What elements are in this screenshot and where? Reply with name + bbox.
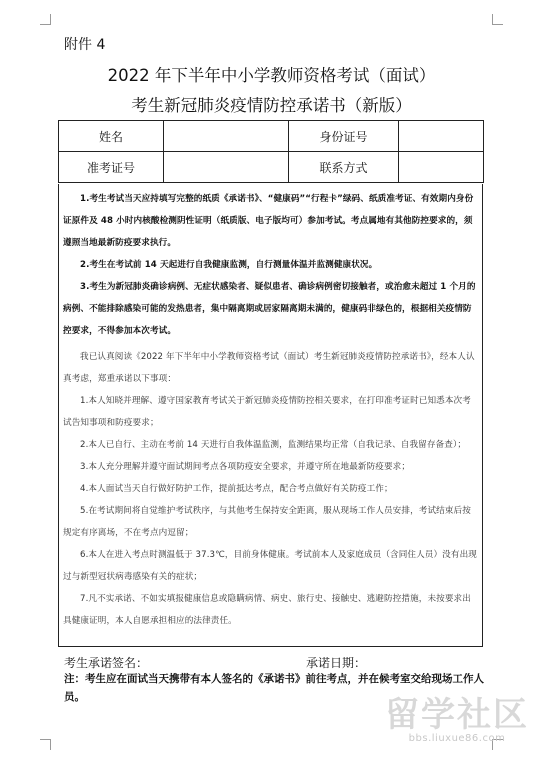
admission-ticket-field[interactable] <box>164 152 289 183</box>
pledge-section <box>63 346 478 632</box>
contact-label: 联系方式 <box>289 152 399 183</box>
pledge-item: 7.凡不实承诺、不如实填报健康信息或隐瞒病情、病史、旅行史、接触史、逃避防控措施，未按要求出具健康证明，本人自愿承担相应的法律责任。 <box>63 594 471 626</box>
document-title: 2022 年下半年中小学教师资格考试（面试） <box>107 66 436 85</box>
page-corner-mark <box>492 14 503 25</box>
page-corner-mark <box>40 739 51 750</box>
name-field[interactable] <box>164 121 289 152</box>
watermark <box>385 697 529 744</box>
id-number-field[interactable] <box>399 121 484 152</box>
watermark-logo: 留学社区 <box>385 695 529 735</box>
name-label: 姓名 <box>59 121 164 152</box>
page-corner-mark <box>40 14 51 25</box>
watermark-url: bbs.liuxue86.com <box>408 733 506 744</box>
notice-item-3: 3.考生为新冠肺炎确诊病例、无症状感染者、疑似患者、确诊病例密切接触者，或治愈未超过 1 个月的病例、不能排除感染可能的发热患者，集中隔离期或居家隔离期未满的，健康码非绿色的，根据相关疫情防控要求，不得参加本次考试。 <box>63 282 476 336</box>
footnote: 注：考生应在面试当天携带有本人签名的《承诺书》前往考点，并在候考室交给现场工作人员。 <box>64 673 484 703</box>
pledge-item: 1.本人知晓并理解、遵守国家教育考试关于新冠肺炎疫情防控相关要求，在打印准考证时已知悉本次考试告知事项和防疫要求； <box>63 396 471 428</box>
pledge-intro: 我已认真阅读《2022 年下半年中小学教师资格考试（面试）考生新冠肺炎疫情防控承诺书》，经本人认真考虑，郑重承诺以下事项： <box>63 352 475 384</box>
pledge-content-box <box>58 184 483 647</box>
id-number-label: 身份证号 <box>289 121 399 152</box>
document-subtitle: 考生新冠肺炎疫情防控承诺书（新版） <box>131 96 412 115</box>
signature-label: 考生承诺签名： <box>64 656 149 670</box>
contact-field[interactable] <box>399 152 484 183</box>
pledge-item: 5.在考试期间将自觉维护考试秩序，与其他考生保持安全距离，服从现场工作人员安排，考试结束后按规定有序离场，不在考点内逗留； <box>63 506 471 538</box>
admission-ticket-label: 准考证号 <box>59 152 164 183</box>
pledge-item: 2.本人已自行、主动在考前 14 天进行自我体温监测，监测结果均正常（自我记录、自我留存备查）； <box>80 440 467 450</box>
attachment-label: 附件 4 <box>64 37 106 53</box>
pledge-item: 3.本人充分理解并遵守面试期间考点各项防疫安全要求，并遵守所在地最新防疫要求； <box>80 462 411 472</box>
notice-item-2: 2.考生在考试前 14 天起进行自我健康监测，自行测量体温并监测健康状况。 <box>80 260 378 270</box>
notice-item-1: 1.考生考试当天应持填写完整的纸质《承诺书》、“健康码”“行程卡”绿码、纸质准考证、有效期内身份证原件及 48 小时内核酸检测阴性证明（纸质版、电子版均可）参加考试。考点属地有其他防控要求的，须遵照当地最新防疫要求执行。 <box>63 194 474 248</box>
candidate-info-table <box>58 120 484 183</box>
pledge-item: 6.本人在进入考点时测温低于 37.3℃，目前身体健康。考试前本人及家庭成员（含同住人员）没有出现过与新型冠状病毒感染有关的症状； <box>63 550 477 582</box>
pledge-item: 4.本人面试当天自行做好防护工作，提前抵达考点，配合考点做好有关防疫工作； <box>80 484 393 494</box>
date-label: 承诺日期： <box>306 656 367 670</box>
